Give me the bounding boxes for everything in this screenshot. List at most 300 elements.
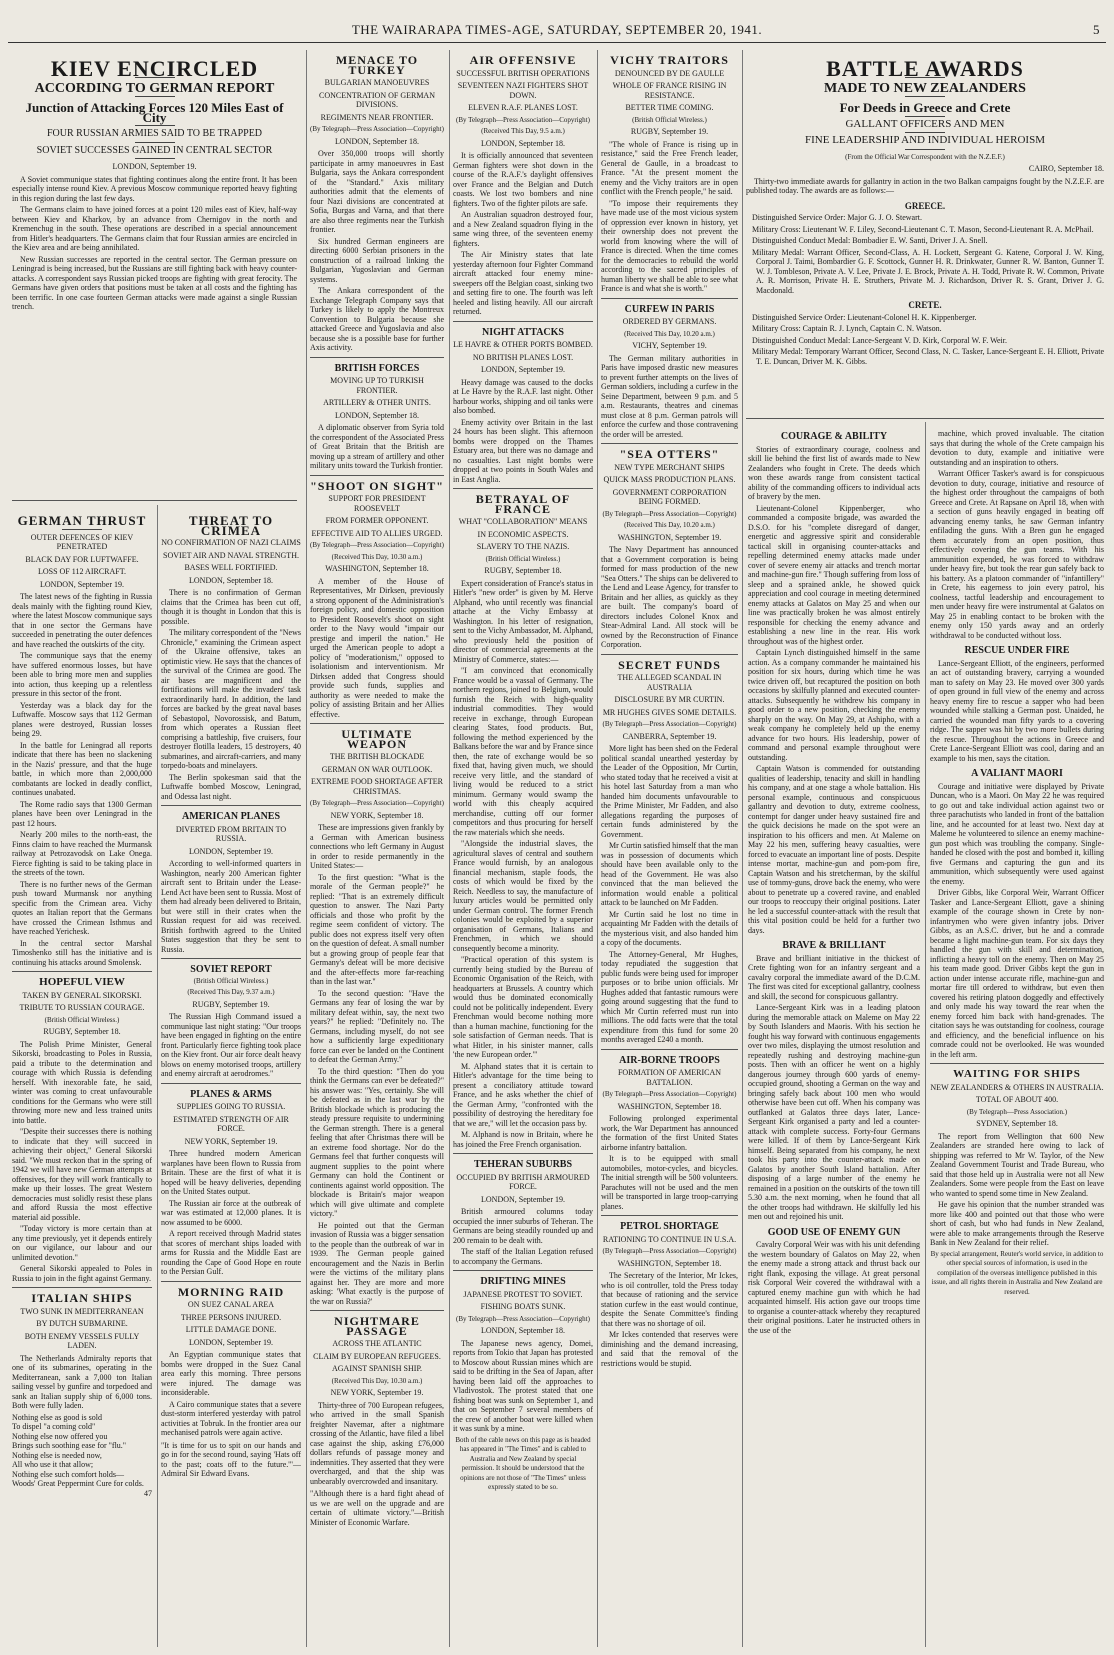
paragraph: The staff of the Italian Legation refused to accompany the Germans.	[453, 1247, 593, 1266]
paragraph: These are impressions given frankly by a German with American business connections who left Germany in August in order to reside permanently in the United States:—	[310, 823, 444, 870]
paragraph: A Soviet communique states that fighting continues along the entire front. It has been especially intense round Kiev. A previous Moscow communique reported heavy fighting in this region during the last few days.	[12, 174, 297, 203]
paragraph: Stories of extraordinary courage, coolness and skill lie behind the first list of awards made to New Zealanders who fought in Crete. The deeds which won these awards range from consistent tactical ability of the commanding officers to individual acts of bravery by the men.	[748, 444, 920, 501]
betrayal-france-source: (British Official Wireless.)	[485, 554, 561, 563]
kiev-body	[12, 175, 297, 312]
valiant-headline: A VALIANT MAORI	[971, 768, 1063, 779]
airborne-source: (By Telegraph—Press Association—Copyright)	[602, 1090, 737, 1098]
betrayal-france-deck2: IN ECONOMIC ASPECTS.	[477, 529, 569, 539]
paragraph: The Netherlands Admiralty reports that one of its submarines, operating in the Mediterranean, sank a 7,000 ton Italian sailing vessel by gunfire and torpedoed and sank an Italian supply ship of 6,000 tons. Both were fully laden.	[12, 1353, 152, 1410]
paragraph: Courage and initiative were displayed by Private Duncan, who is a Maori. On May 22 he was required to go out and take individual action against two or three parachutists who landed in front of the battalion line, and he accounted for at least two. Next day at Maleme he volunteered to silence an enemy machine-gun post which was troubling the company. Single-handed he closed with the post and bombed it, killing five Germans and capturing the gun and its ammunition, which subsequently were used against the enemy.	[930, 781, 1104, 886]
paragraph: The Germans claim to have joined forces at a point 120 miles east of Kiev, half-way between Kiev and Kharkov, by an advance from Chernigov in the north and Kremenchug in the south. These operations are described in a special announcement from Hitler's headquarters. The Germans claim that four Russian armies are encircled in the Kiev area and are being annihilated.	[12, 205, 297, 252]
ultimate-weapon-deck1: THE BRITISH BLOCKADE	[329, 752, 425, 761]
morning-raid-dateline: LONDON, September 19.	[189, 1337, 273, 1347]
hopeful-view-dateline: RUGBY, September 18.	[43, 1027, 121, 1036]
courage-headline: COURAGE & ABILITY	[780, 431, 888, 442]
morning-raid-body	[161, 1350, 301, 1438]
shoot-on-sight-deck3: EFFECTIVE AID TO ALLIES URGED.	[311, 528, 443, 538]
american-planes-dateline: LONDON, September 19.	[189, 846, 273, 856]
battle-awards-deck2: For Deeds in Greece and Crete	[839, 100, 1011, 115]
planes-arms-dateline: NEW YORK, September 19.	[184, 1136, 278, 1146]
british-forces-body	[310, 423, 444, 471]
teheran-body	[453, 1207, 593, 1266]
curfew-article	[601, 305, 738, 440]
paragraph: Heavy damage was caused to the docks at Le Havre by the R.A.F. last night. Other harbour works, shipping and oil tanks were also bombed.	[453, 377, 593, 415]
paragraph: To the first question: "What is the morale of the German people?" he replied: "That is an extremely difficult question to answer. The Nazi Party officials and those who profit by the regime seem confident of victory. The public does not express itself very often on the question of defeat. A small number but a growing group of people fear that Germany's defeat will be more decisive and the after-effects more far-reaching than in the last war."	[310, 872, 444, 986]
ultimate-weapon-source: (By Telegraph—Press Association—Copyright)	[310, 799, 444, 807]
vichy-traitors-headline: VICHY TRAITORS	[610, 53, 729, 67]
british-forces-dateline: LONDON, September 18.	[335, 410, 419, 420]
night-attacks-deck1: LE HAVRE & OTHER PORTS BOMBED.	[453, 340, 593, 349]
paragraph: General Sikorski appealed to Poles in Russia to join in the fight against Germany.	[12, 1264, 152, 1283]
air-offensive-article	[453, 53, 593, 317]
secret-funds-deck2: DISCLOSURE BY MR CURTIN.	[614, 695, 725, 704]
ultimate-weapon-dateline: NEW YORK, September 18.	[330, 810, 424, 820]
waiting-ships-deck2: TOTAL OF ABOUT 400.	[975, 1095, 1059, 1104]
verse-line: Nothing else is needed now,	[12, 1450, 102, 1460]
threat-crimea-article	[161, 513, 301, 801]
american-planes-headline: AMERICAN PLANES	[181, 811, 281, 822]
crete-awards	[746, 313, 1104, 367]
battle-awards-dateline: CAIRO, September 18.	[1028, 164, 1104, 173]
sea-otters-headline: "SEA OTTERS"	[619, 447, 720, 461]
paragraph: The Rome radio says that 1300 German planes have been over Leningrad in the past 12 hours.	[12, 799, 152, 828]
kiev-article	[12, 50, 297, 400]
menace-turkey-dateline: LONDON, September 18.	[335, 136, 419, 146]
paragraph: The Japanese news agency, Domei, reports from Tokio that Japan has protested to Moscow about Russian mines which are said to be drifting in the Sea of Japan, after having been laid off the approaches to Vladivostok. The protest stated that one fishing boat was sunk on September 1, and that on September 7 several members of the crew of another boat were killed when it was sunk by a mine.	[453, 1338, 593, 1433]
kiev-subhead: ACCORDING TO GERMAN REPORT	[34, 80, 275, 96]
award-line: Military Cross: Captain R. J. Lynch, Captain C. N. Watson.	[752, 324, 942, 333]
betrayal-france-body	[453, 579, 593, 1150]
curfew-headline: CURFEW IN PARIS	[624, 303, 715, 315]
menace-turkey-deck3: REGIMENTS NEAR FRONTIER.	[320, 112, 434, 122]
paragraph: The Russian air force at the outbreak of war was estimated at 12,000 planes. It is now assumed to be 6000.	[161, 1198, 301, 1227]
german-thrust-deck3: LOSS OF 112 AIRCRAFT.	[37, 567, 127, 576]
italian-ships-deck3: BOTH ENEMY VESSELS FULLY LADEN.	[24, 1331, 140, 1350]
sea-otters-received: (Received This Day, 10.20 a.m.)	[624, 521, 715, 529]
paragraph: To the second question: "Have the Germans any fear of losing the war by military defeat within, say, the next two years?" he replied: "Definitely no. The Germans, including myself, do not see how a sufficiently large expeditionary force can ever be landed on the Continent to defeat the German Army."	[310, 988, 444, 1064]
petrol-body	[601, 1271, 738, 1368]
secret-funds-deck3: MR HUGHES GIVES SOME DETAILS.	[602, 707, 737, 717]
battle-awards-source: (From the Official War Correspondent with the N.Z.E.F.)	[845, 152, 1005, 161]
verse-line: All who use it that allow;	[12, 1460, 94, 1469]
betrayal-france-deck3: SLAVERY TO THE NAZIS.	[476, 542, 570, 551]
american-planes-body	[161, 859, 301, 954]
teheran-deck1: OCCUPIED BY BRITISH ARMOURED FORCE.	[456, 1172, 590, 1191]
paragraph: New Russian successes are reported in the central sector. The German pressure on Leningrad is being increased, but the Russians are still fighting back with heavy counter-attacks. A correspondent says Russian picked troops are fighting with great ferocity. The Germans have given orders that positions must be taken at all costs and the fighting has been terrific. In one case fourteen German attacks were made against a single Russian trench.	[12, 254, 297, 311]
sea-otters-article	[601, 447, 738, 650]
paragraph: "Practical operation of this system is currently being studied by the Bureau of Economic Organisation of the Reich, with headquarters at Brussels. A country which would thus be dominated economically could not be politically independent. Every Frenchman would become nothing more than a human machine, functioning for the sole satisfaction of German needs. That is what Hitler, in his sinister manner, calls 'the new European order.'"	[453, 955, 593, 1059]
vichy-traitors-deck2: WHOLE OF FRANCE RISING IN RESISTANCE.	[612, 81, 727, 100]
ultimate-weapon-body	[310, 823, 444, 1306]
paragraph: The report from Wellington that 600 New Zealanders are stranded here owing to lack of shipping was referred to Mr W. Taylor, of the New Zealand Government Tourist and Trade Bureau, who said that those held up in Australia were not all New Zealanders. Some were people from the East on leave who wanted to spend some time in New Zealand.	[930, 1131, 1104, 1198]
sea-otters-dateline: WASHINGTON, September 19.	[617, 532, 722, 542]
sea-otters-body	[601, 545, 738, 650]
drifting-mines-article	[453, 1277, 593, 1493]
paragraph: There is no further news of the German push toward Murmansk nor anything specific from the Crimean area. Vichy quotes an Italian report that the Germans have crossed the Crimean Isthmus and have reached Yerichesk.	[12, 879, 152, 936]
petrol-headline: PETROL SHORTAGE	[620, 1221, 719, 1232]
planes-arms-headline: PLANES & ARMS	[190, 1088, 272, 1100]
nightmare-passage-article	[310, 1314, 444, 1527]
drifting-mines-deck2: FISHING BOATS SUNK.	[480, 1302, 566, 1311]
battle-awards-deck3: GALLANT OFFICERS AND MEN	[845, 117, 1005, 130]
hopeful-view-source: (British Official Wireless.)	[44, 1015, 120, 1024]
times-footnote: Both of the cable news on this page as is headed has appeared in "The Times" and is cabled to Australia and New Zealand by special permission. It should be understood that the opinions are not those of "The Times" unless expressly stated to be so.	[455, 1435, 591, 1491]
paragraph: The Air Ministry states that late yesterday afternoon four Fighter Command aircraft attacked four enemy mine-sweepers off the Belgian coast, sinking two and setting fire to one. The fourth was left heeled and listing heavily. All our aircraft returned.	[453, 250, 593, 316]
paragraph: In the battle for Leningrad all reports indicate that there has been no slackening in the Nazis' pressure, and that the huge battle, in which more than 2,000,000 combatants are locked in deadly conflict, continues unabated.	[12, 740, 152, 797]
crete-label: CRETE.	[908, 300, 942, 310]
german-thrust-article	[12, 513, 152, 967]
award-line: Distinguished Service Order: Major G. J. O. Stewart.	[752, 213, 922, 222]
paragraph: He pointed out that the German invasion of Russia was a bigger sensation to the people than the outbreak of war in 1939. The German people gained encouragement and the Nazis in Berlin were the victims of the military plans against her. They are more and more asking: 'What exactly is the purpose of the war on Russia?'	[310, 1220, 444, 1306]
vichy-traitors-body	[601, 140, 738, 294]
paragraph: It is officially announced that seventeen German fighters were shot down in the course of the R.A.F.'s daylight offensives over France and the Belgian and Dutch coasts. We lost two bombers and nine fighters. Two of the fighter pilots are safe.	[453, 151, 593, 208]
kiev-dateline: LONDON, September 19.	[112, 162, 197, 171]
italian-ships-article	[12, 1291, 152, 1498]
italian-ships-headline: ITALIAN SHIPS	[31, 1291, 133, 1305]
paragraph: The Navy Department has announced that a Government corporation is being formed for mass production of the new "Sea Otters." The ships can be delivered to the Lend and Lease Agency, for transfer to Britain and her allies, as quickly as they are built. The company's board of directors includes Colonel Knox and Stear-Admiral Land. All stock will be owned by the Reconstruction of Finance Corporation.	[601, 545, 738, 649]
battle-awards-deck4: FINE LEADERSHIP AND INDIVIDUAL HEROISM	[805, 134, 1045, 146]
award-line: Distinguished Conduct Medal: Bombadier E. W. Santi, Driver J. A. Snell.	[752, 236, 988, 245]
german-thrust-headline: GERMAN THRUST	[17, 513, 147, 528]
soviet-report-article	[161, 965, 301, 1079]
planes-arms-deck1: SUPPLIES GOING TO RUSSIA.	[176, 1102, 286, 1111]
menace-turkey-body	[310, 149, 444, 353]
secret-funds-source: (By Telegraph—Press Association—Copyright)	[602, 720, 737, 728]
verse-number: 47	[144, 1488, 152, 1498]
greece-awards	[746, 213, 1104, 295]
verse-line: Nothing else now offered you	[12, 1431, 108, 1441]
menace-turkey-source: (By Telegraph—Press Association—Copyright)	[310, 125, 444, 133]
hopeful-view-body	[12, 1040, 152, 1284]
paragraph: An Australian squadron destroyed four, and a New Zealand squadron flying in the same wing three, of the seventeen enemy fighters.	[453, 210, 593, 248]
paragraph: A Cairo communique states that a severe dust-storm interfered yesterday with patrol activities at Tobruk. In the frontier area our mechanised patrols were again active.	[161, 1399, 301, 1437]
vichy-traitors-dateline: RUGBY, September 19.	[630, 127, 709, 136]
shoot-on-sight-source: (By Telegraph—Press Association—Copyright)	[310, 541, 444, 549]
betrayal-france-deck1: WHAT "COLLABORATION" MEANS	[458, 517, 588, 526]
soviet-report-source: (British Official Wireless.)	[193, 976, 269, 985]
italian-ships-body	[12, 1354, 152, 1411]
paragraph: "I am convinced that economically France would be a vassal of Germany. The northern regions, joined to Belgium, would furnish the Reich with high-quality industrial commodities. They would receive in exchange, through European clearing States, food products. But, following the method experienced by the Balkans before the war and by France since then, the rate of exchange would be so fixed that, having given much, we should receive very little, and the standard of living would be reduced to a strict minimum. Germany would swamp the world with this cheaply acquired merchandise, cutting off our former competitors and thus procuring for herself the raw materials which she needs.	[453, 666, 593, 837]
drifting-mines-deck1: JAPANESE PROTEST TO SOVIET.	[463, 1289, 583, 1299]
col3	[310, 50, 444, 1647]
paragraph: Captain Lynch distinguished himself in the same action. As a company commander he maintained his position for six hours, during which time he was twice driven off, but recaptured the position on both occasions by skilfully planned and executed counter-attacks. Subsequently he withdrew his company in good order to a new position, checking the enemy sharply on the way. On May 29, at Ashipho, with a weak company he completely held up the enemy advance for two hours. His leadership, power of command and personal example throughout were outstanding.	[748, 648, 920, 762]
betrayal-france-article	[453, 492, 593, 1149]
paragraph: Driver Gibbs, like Corporal Weir, Warrant Officer Tasker and Lance-Sergeant Elliott, gave a shining example of the courage shown in Crete by non-infantrymen who were given infantry jobs. Driver Gibbs, as an A.S.C. driver, but he and a comrade became a light machine-gun team. For six days they handled the gun with skill and determination, inflicting a heavy toll on the enemy. Then on May 25 his team made good. Driver Gibbs kept the gun in action under intense accurate rifle, machine-gun and mortar fire till ordered to withdraw, but even then covered his retiring platoon doggedly and effectively and only made his way toward the rear when the enemy forced him back with hand-grenades. The citation says he was outstanding for coolness, courage and efficiency, and the beneficial influence on his comrade could not be overlooked. He was wounded in the left arm.	[930, 888, 1104, 1059]
petrol-dateline: WASHINGTON, September 18.	[617, 1258, 722, 1268]
nightmare-passage-headline: NIGHTMARE PASSAGE	[334, 1314, 420, 1338]
secret-funds-article	[601, 657, 738, 1045]
battle-awards-intro: Thirty-two immediate awards for gallantry in action in the two Balkan campaigns fought by the N.Z.E.F. are published today. The awards are as follows:—	[746, 176, 1104, 195]
night-attacks-article	[453, 328, 593, 485]
kiev-deck2: FOUR RUSSIAN ARMIES SAID TO BE TRAPPED	[46, 128, 263, 139]
hopeful-view-article	[12, 978, 152, 1283]
air-offensive-received: (Received This Day, 9.5 a.m.)	[481, 127, 565, 135]
valiant-body	[930, 782, 1104, 1060]
masthead	[8, 22, 1106, 43]
planes-arms-article	[161, 1090, 301, 1277]
paragraph: In the central sector Marshal Timoshenko still has the initiative and is continuing his attacks around Smolensk.	[12, 938, 152, 967]
air-offensive-deck2: SEVENTEEN NAZI FIGHTERS SHOT DOWN.	[457, 81, 589, 100]
paragraph: A member of the House of Representatives, Mr Dirksen, previously a strong opponent of the Administration's foreign policy, and domestic opposition to President Roosevelt's shoot on sight order to the Navy would "impair our prestige and imperil the nation." He urged the American people to adopt a policy of "moderationism," opposed to isolationism and interventionism. Mr Dirksen added that Congress should provide such funds, supplies and authority as were needed to make the policy of assisting Britain and her Allies effective.	[310, 576, 444, 719]
british-forces-headline: BRITISH FORCES	[334, 362, 420, 374]
brave-body	[748, 954, 920, 1222]
menace-turkey-article	[310, 53, 444, 353]
night-attacks-deck2: NO BRITISH PLANES LOST.	[472, 352, 574, 362]
paragraph: M. Alphand states that it is certain to Hitler's advantage for the time being to present a conciliatory attitude toward France, and he asks whether the chief of the German Army, "confronted with the possibility of destroying the hereditary foe that we are," will let the occasion pass by.	[453, 1061, 593, 1128]
morning-raid-quote: "It is time for us to spit on our hands and go in for the second round, saying 'Hats off to the past; coats off to the future.'"—Admiral Sir Edward Evans.	[161, 1440, 301, 1478]
airborne-dateline: WASHINGTON, September 18.	[617, 1101, 722, 1111]
courage-article	[748, 432, 920, 935]
threat-crimea-headline: THREAT TO CRIMEA	[188, 513, 274, 538]
italian-ships-deck1: TWO SUNK IN MEDITERRANEAN	[20, 1306, 144, 1316]
paragraph: Thirty-three of 700 European refugees, who arrived in the small Spanish freighter Navemar, after a nightmare crossing of the Atlantic, have filed a libel case against the ship, asking £76,000 dollars refunds of passage money and indemnities. They asserted that they were overcharged, and that the ship was unbearably overcrowded and insanitary.	[310, 1400, 444, 1486]
threat-crimea-deck2: SOVIET AIR AND NAVAL STRENGTH.	[163, 550, 299, 560]
paragraph: "The whole of France is rising up in resistance," said the Free French leader, General de Gaulle, in a broadcast to France. "At the present moment the enemy and the Vichy traitors are in open conflict with the French people," he said.	[601, 139, 738, 196]
paragraph: The Ankara correspondent of the Exchange Telegraph Company says that Turkey is likely to apply the Montreux Convention to Bulgaria because she attacked Greece and Yugoslavia and also because she is a possible base for further Axis activity.	[310, 286, 444, 352]
teheran-article	[453, 1160, 593, 1266]
verse	[12, 1413, 152, 1489]
vichy-traitors-source: (British Official Wireless.)	[632, 115, 707, 124]
paragraph: It is to be equipped with small automobiles, motor-cycles, and bicycles. The initial strength will be 500 volunteers. Parachutes will not be used and the men will be transported in large troop-carrying planes.	[601, 1154, 738, 1211]
petrol-deck1: RATIONING TO CONTINUE IN U.S.A.	[602, 1234, 737, 1244]
menace-turkey-deck2: CONCENTRATION OF GERMAN DIVISIONS.	[318, 90, 435, 109]
paragraph: More light has been shed on the Federal political scandal unearthed yesterday by the Leader of the Opposition, Mr Curtin, who stated today that he received a visit at his hotel last Saturday from a man who handed him documents unfavourable to the Prime Minister, Mr Fadden, and also allegations regarding the purposes of certain funds administered by the Government.	[601, 744, 738, 839]
shoot-on-sight-body	[310, 577, 444, 720]
nightmare-passage-dateline: NEW YORK, September 19.	[330, 1388, 424, 1397]
american-planes-article	[161, 812, 301, 954]
air-offensive-deck3: ELEVEN R.A.F. PLANES LOST.	[468, 103, 578, 112]
paragraph: Lance-Sergeant Elliott, of the engineers, performed an act of outstanding bravery, carrying a wounded man to safety on May 23. He moved over 300 yards of open ground in full view of the enemy and across heavy enemy fire to rescue a sapper who had been wounded while stalking a German post. Unaided, he carried the wounded man fifty yards to a covering ridge. The sapper was hit by two more bullets during the rescue. Throughout the actions in Greece and Crete Lance-Sergeant Elliott was cool, daring and an example to his men, says the citation.	[930, 658, 1104, 763]
paragraph: The communique says that the enemy have suffered enormous losses, but have been able to bring more men and supplies into action, thus keeping up a relentless pressure in this sector of the front.	[12, 651, 152, 698]
night-attacks-headline: NIGHT ATTACKS	[482, 326, 564, 338]
shoot-on-sight-dateline: WASHINGTON, September 18.	[325, 564, 429, 573]
air-offensive-source: (By Telegraph—Press Association—Copyright)	[456, 115, 590, 124]
paragraph: Brave and brilliant initiative in the thickest of Crete fighting won for an infantry sergeant and a cavalry corporal the immediate award of the D.C.M. The first was cited for exceptional gallantry, coolness and skill, the second for conspicuous gallantry.	[748, 953, 920, 1001]
verse-line: Nothing else as good is sold	[12, 1412, 102, 1422]
planes-arms-body	[161, 1149, 301, 1277]
nightmare-passage-deck2: CLAIM BY EUROPEAN REFUGEES.	[313, 1351, 441, 1361]
waiting-ships-article	[930, 1070, 1104, 1297]
battle-awards-article	[746, 50, 1104, 415]
ultimate-weapon-deck3: EXTREME FOOD SHORTAGE AFTER CHRISTMAS.	[311, 777, 443, 796]
british-forces-deck2: ARTILLERY & OTHER UNITS.	[323, 398, 431, 407]
menace-turkey-deck1: BULGARIAN MANOEUVRES	[324, 78, 430, 87]
morning-raid-deck3: LITTLE DAMAGE DONE.	[185, 1325, 277, 1334]
paragraph: Cavalry Corporal Weir was with his unit defending the western boundary of Galatos on May 22, when the enemy made a strong attack and thrust back our right flank, exposing the village. At great personal risk Corporal Weir covered the withdrawal with a captured enemy machine gun with which he had acquainted himself. His action gave our troops time to organise a counter-attack whereby they recaptured their original positions. Later he instructed others in the use of the	[748, 1240, 920, 1335]
ultimate-weapon-headline: ULTIMATE WEAPON	[341, 727, 413, 751]
airborne-deck1: FORMATION OF AMERICAN BATTALION.	[617, 1068, 722, 1087]
battle-awards-deck1: MADE TO NEW ZEALANDERS	[824, 80, 1026, 96]
petrol-source: (By Telegraph—Press Association—Copyright)	[602, 1247, 737, 1255]
curfew-received: (Received This Day, 10.20 a.m.)	[624, 329, 715, 338]
german-thrust-dateline: LONDON, September 19.	[40, 579, 124, 589]
paragraph: Enemy activity over Britain in the last 24 hours has been slight. This afternoon bombs were dropped on the Thames Estuary area, but there was no damage and no casualties. Last night bombs were dropped at two points in South Wales and in East Anglia.	[453, 417, 593, 484]
threat-crimea-body	[161, 588, 301, 801]
curfew-deck1: ORDERED BY GERMANS.	[622, 317, 717, 326]
planes-arms-deck2: ESTIMATED STRENGTH OF AIR FORCE.	[173, 1114, 289, 1133]
award-line: Military Cross: Lieutenant W. F. Liley, Second-Lieutenant C. T. Mason, Second-Lieutenant R. A. McPhail.	[752, 224, 1094, 234]
paragraph: Over 350,000 troops will shortly participate in army manoeuvres in East Bulgaria, says the Ankara correspondent of the "Standard." Axis military authorities admit that the elements of four Nazi divisions are concentrated at Sofia, Burgas and Varna, and that there are also three regiments near the Turkish frontier.	[310, 149, 444, 234]
sea-otters-deck2: QUICK MASS PRODUCTION PLANS.	[603, 475, 736, 484]
paragraph: Mr Curtin said he lost no time in acquainting Mr Fadden with the details of the mysterious visit, and also handed him a copy of the documents.	[601, 909, 738, 947]
menace-turkey-headline: MENACE TO TURKEY	[335, 53, 419, 77]
betrayal-france-dateline: RUGBY, September 18.	[484, 566, 562, 575]
nightmare-passage-body	[310, 1401, 444, 1487]
air-offensive-deck1: SUCCESSFUL BRITISH OPERATIONS	[456, 68, 590, 78]
morning-raid-headline: MORNING RAID	[177, 1284, 285, 1299]
german-thrust-deck2: BLACK DAY FOR LUFTWAFFE.	[25, 554, 139, 564]
paragraph: Captain Watson is commended for outstanding qualities of leadership, tenacity and skill in handling his company, and at one stage a whole battalion. His personal example, continuous and conspicuous gallantry and devotion to duty, extreme coolness, contempt for danger under heavy sustained fire and the quick decisions he made on the spot were an inspiration to his officers and men. At Maleme on May 22 his men, suffering heavy casualties, were forced to evacuate an important line of posts. Despite intense mortar, machine-gun and pom-pom fire, Captain Watson and his stretcherman, by the skilful use of tommy-guns, drove back the enemy, who were about to penetrate up a covered ravine, and enabled our troops to reoccupy their original positions. Later he led a successful counter-attack with the result that this vital position could be held for a further two days.	[748, 764, 920, 935]
paragraph: The Polish Prime Minister, General Sikorski, broadcasting to Poles in Russia, paid a tribute to the determination and courage with which Russia is defending herself. With inexorable fate, he said, winter was coming to creat unfavourable conditions for the Germans who were still throwing more new and less trained units into battle.	[12, 1039, 152, 1125]
rescue-article	[930, 646, 1104, 763]
paragraph: Yesterday was a black day for the Luftwaffe. Moscow says that 112 German planes were destroyed, Russian losses being 29.	[12, 700, 152, 738]
verse-line: Woods' Great Peppermint Cure for colds.	[12, 1479, 144, 1488]
brave-article	[748, 941, 920, 1222]
waiting-ships-dateline: SYDNEY, September 18.	[976, 1119, 1058, 1128]
secret-funds-headline: SECRET FUNDS	[618, 657, 721, 672]
secret-funds-body	[601, 744, 738, 1045]
brave-headline: BRAVE & BRILLIANT	[782, 940, 886, 951]
col2-lower	[161, 510, 301, 1647]
courage-cont-body	[930, 429, 1104, 640]
air-offensive-body	[453, 151, 593, 317]
waiting-ships-deck1: NEW ZEALANDERS & OTHERS IN AUSTRALIA.	[930, 1082, 1104, 1092]
morning-raid-deck2: THREE PERSONS INJURED.	[180, 1312, 282, 1322]
verse-line: Brings such soothing ease for "flu."	[12, 1441, 127, 1450]
soviet-report-body	[161, 1012, 301, 1079]
enemy-gun-article	[748, 1228, 920, 1336]
soviet-report-received: (Received This Day, 9.37 a.m.)	[187, 988, 275, 996]
soviet-report-dateline: RUGBY, September 19.	[192, 999, 270, 1009]
ultimate-weapon-article	[310, 727, 444, 1306]
battle-awards-headline: BATTLE AWARDS	[826, 56, 1024, 81]
drifting-mines-dateline: LONDON, September 18.	[481, 1326, 565, 1335]
paragraph: "Despite their successes there is nothing to indicate that they will succeed in achieving their object," General Sikorski said. "We must reckon that in the spring of 1942 we will have new German attempts at offensives, for they will work frantically to make up their losses. The great Western democracies must solidly resist these plans and afford Russia the most effective material aid possible.	[12, 1127, 152, 1222]
paragraph: Three hundred modern American warplanes have been flown to Russia from Britain. These are the first of what it is hoped will be heavy deliveries, depending on the United States output.	[161, 1149, 301, 1196]
vichy-traitors-deck3: BETTER TIME COMING.	[625, 103, 714, 112]
threat-crimea-dateline: LONDON, September 18.	[189, 575, 273, 585]
nightmare-passage-deck1: ACROSS THE ATLANTIC	[332, 1339, 422, 1348]
paragraph: He gave his opinion that the number stranded was more like 400 and pointed out that those who were short of cash, but who had funds in New Zealand, were able to make arrangements through the Reserve Bank in New Zealand for their relief.	[930, 1200, 1104, 1247]
courage-body	[748, 445, 920, 936]
award-line: Distinguished Conduct Medal: Lance-Sergeant V. D. Kirk, Corporal W. F. Weir.	[752, 335, 1007, 345]
british-forces-article	[310, 364, 444, 471]
greece-label: GREECE.	[904, 200, 946, 211]
hopeful-view-deck2: TRIBUTE TO RUSSIAN COURAGE.	[19, 1003, 145, 1012]
paragraph: An Egyptian communique states that bombs were dropped in the Suez Canal area early this morning. Three persons were injured. The damage was inconsiderable.	[161, 1350, 301, 1397]
sea-otters-source: (By Telegraph—Press Association—Copyright)	[602, 509, 737, 518]
petrol-article	[601, 1222, 738, 1368]
paragraph: "Today victory is more certain than at any time previously, yet it depends entirely on our vigilance, our labour and our unlimited devotion."	[12, 1224, 152, 1262]
paragraph: "To impose their requirements they have made use of the most vicious system of oppression ever known in history, yet their ownership does not prevent the world from knowing where the will of France is directed. When the time comes for the democracies to rebuild the world according to the sacred principles of human liberty we shall be able to see what France is and what she is worth."	[601, 198, 738, 293]
nightmare-passage-received: (Received This Day, 10.30 a.m.)	[331, 1376, 423, 1385]
german-thrust-deck1: OUTER DEFENCES OF KIEV PENETRATED	[30, 532, 134, 551]
col4	[453, 50, 593, 1647]
award-line: Military Medal: Warrant Officer, Second-Class, A. H. Lockett, Sergeant G. Katene, Corporal J. W. King, Corporal J. Taimi, Bombardier G. F. Scottock, Gunner H. R. Drinkwater, Gunner R. W. Banton, Gunner T. W. J. Tombleson, Private A. V. Lee, Private J. E. Brock, Private A. H. Todd, Private R. W. Common, Private A. R. Morrison, Private H. E. Struthers, Private M. J. Richardson, Driver R. S. Grant, Driver J. G. Macdonald.	[752, 247, 1104, 295]
paragraph: To the third question: "Then do you think the Germans can ever be defeated?" his answer was: "Yes, certainly. She will be defeated as in the last war by the British blockade which is producing the steady pressure requisite to undermining the German strength. There is a general feeling that after Christmas there will be an extreme food shortage. Nor do the Germans feel that further conquests will augment supplies to the point where Germany can hold the Continent or continents against world opposition. The blockade is Britain's major weapon which will give ultimate and complete victory."	[310, 1066, 444, 1218]
paragraph: Mr Curtin satisfied himself that the man was in possession of documents which should have been available only to the head of the Government. He was also convinced that the man believed the information would enable a political attack to be launched on Mr Fadden.	[601, 841, 738, 907]
paragraph: The Berlin spokesman said that the Luftwaffe bombed Moscow, Leningrad, and Odessa last night.	[161, 772, 301, 801]
paragraph: Lance-Sergeant Kirk was in a leading platoon during the memorable attack on Maleme on May 22 by South Islanders and Maoris. With his section he fought his way forward with continuous engagements over two miles, displaying the utmost resolution and repeatedly rushing and destroying machine-gun posts. Then with an officer he went on a highly dangerous journey through 600 yards of enemy-occupied ground, shooting a German on the way and bringing safely back about 100 men who would otherwise have been cut off. When his company was outflanked at Galatos three days later, Lance-Sergeant Kirk organised a party and led a counter-attack with complete success. Forty-four Germans were killed. If of them by Lance-Sergeant Kirk himself. Being separated from his company, he next took his party into the counter-attack made on Galatos by another South Island battalion. After disposing of a large number of the enemy he remained in a position on the outskirts of the town till 5.30 a.m. the next morning, when he found that all the other troops had withdrawn. He skilfully led his men out and rejoined his unit.	[748, 1003, 920, 1221]
enemy-gun-body	[748, 1240, 920, 1335]
paragraph: "Alongside the industrial slaves, the agricultural slaves of central and southern France would furnish, by an analogous financial mechanism, staple foods, the costs of which would be fixed by the Reich. Needless to say, the manufacture of luxury articles would be permitted only under German control. The former French colonies would be exploited by a superior organisation of Germans, Italians and Frenchmen, in which we should consequently become a minority.	[453, 839, 593, 953]
threat-crimea-deck1: NO CONFIRMATION OF NAZI CLAIMS	[161, 538, 301, 547]
teheran-dateline: LONDON, September 19.	[481, 1194, 565, 1204]
col5	[601, 50, 738, 1647]
morning-raid-article	[161, 1284, 301, 1479]
paragraph: The military correspondent of the "News Chronicle," examining the Crimean aspect of the Ukraine offensive, takes an optimistic view. He says that the chances of the survival of the Crimea are good. The air bases are magnificent and the fortifications will make the invaders' task extraordinarily hard. In addition, the land forces are backed by the great naval bases of Sebastopol, Novorossisk, and Batum, from which operates a Russian fleet comprising a battleship, five cruisers, four destroyer flotilla leaders, 15 destroyers, 40 submarines, and aircraft-carriers, and many torpedo-boats and minelayers.	[161, 628, 301, 770]
italian-ships-deck2: BY DUTCH SUBMARINE.	[36, 1319, 128, 1328]
vichy-traitors-deck1: DENOUNCED BY DE GAULLE	[614, 68, 725, 78]
shoot-on-sight-headline: "SHOOT ON SIGHT"	[310, 478, 444, 493]
paragraph: Lieutenant-Colonel Kippenberger, who commanded a composite brigade, was awarded the D.S.O. for his "complete disregard of danger, energetic and aggressive spirit and considerable tactical skill in organising counter-attacks and repelling determined enemy attacks made under cover of severe enemy air attacks and trench mortar and machine-gun fire." Though suffering from loss of sleep and a sprained ankle, he showed quick appreciation and cool courage in meeting determined enemy attacks at Galatos on May 25 and when our line was practically broken he was almost entirely responsible for checking the enemy advance and establishing a new line in the rear. His work throughout was of the highest order.	[748, 503, 920, 646]
shoot-on-sight-article	[310, 478, 444, 720]
american-planes-deck1: DIVERTED FROM BRITAIN TO RUSSIA.	[175, 824, 287, 843]
betrayal-france-headline: BETRAYAL OF FRANCE	[475, 492, 571, 516]
nightmare-passage-quote: "Although there is a hard fight ahead of us we are well on the upgrade and are certain of ultimate victory."—British Minister of Economic Warfare.	[310, 1489, 444, 1527]
valiant-article	[930, 769, 1104, 1059]
waiting-ships-source: (By Telegraph—Press Association.)	[966, 1107, 1068, 1116]
award-line: Distinguished Service Order: Lieutenant-Colonel H. K. Kippenberger.	[752, 312, 977, 322]
sea-otters-deck3: GOVERNMENT CORPORATION BEING FORMED.	[612, 487, 727, 506]
vichy-traitors-article	[601, 53, 738, 294]
col7-lower	[930, 426, 1104, 1647]
col1-lower	[12, 510, 152, 1647]
night-attacks-body	[453, 378, 593, 485]
paragraph: Six hundred German engineers are directing 6000 Serbian prisoners in the construction of a railroad linking the Bulgarian, Yugoslavian and German systems.	[310, 236, 444, 284]
ultimate-weapon-deck2: GERMAN ON WAR OUTLOOK.	[321, 764, 433, 774]
paragraph: A diplomatic observer from Syria told the correspondent of the Associated Press of Great Britain that the British are moving up a stream of artillery and other military units toward the Turkish frontier.	[310, 423, 444, 470]
paragraph: Warrant Officer Tasker's award is for conspicuous devotion to duty, courage, initiative and resource of the highest order throughout the campaigns of both Greece and Crete. At Rapsane on April 18, when with a section of guns heavily engaged in beating off advancing enemy tanks, he saw German infantry enfilading the guns. With a Bren gun he engaged them accurately from an open position, thus effectively covering the gun teams. With his ammunition expended, he was forced to withdraw under heavy fire, but took the rear gun safely back to his battery. As a platoon commander of "infantillery" in Crete, his eagerness to join every patrol, his coolness, tactful leadership and encouragement to men under heavy fire were instrumental at Galatos on May 25 in enabling contact to be broken with the enemy only 150 yards away and an orderly withdrawal to be conducted without loss.	[930, 469, 1104, 640]
shoot-on-sight-deck1: SUPPORT FOR PRESIDENT ROOSEVELT	[328, 494, 426, 513]
verse-line: To dispel "a coming cold"	[12, 1422, 96, 1431]
hopeful-view-deck1: TAKEN BY GENERAL SIKORSKI.	[22, 990, 142, 1000]
nightmare-passage-deck3: AGAINST SPANISH SHIP.	[331, 1364, 423, 1373]
kiev-deck3: SOVIET SUCCESSES GAINED IN CENTRAL SECTOR	[36, 144, 273, 156]
paragraph: The German military authorities in Paris have imposed drastic new measures to prevent further attempts on the lives of German soldiers, including a curfew in the Seine Department, between 9 p.m. and 5 a.m. Restaurants, theatres and cinemas must close at 8 p.m. German patrols will enforce the curfew and those contravening the order will be arrested.	[601, 353, 738, 439]
paragraph: Following prolonged experimental work, the War Department has announced the formation of the first United States airborne infantry battalion.	[601, 1114, 738, 1152]
enemy-gun-headline: GOOD USE OF ENEMY GUN	[767, 1226, 901, 1238]
airborne-body	[601, 1114, 738, 1211]
air-offensive-headline: AIR OFFENSIVE	[469, 53, 577, 67]
paragraph: Mr Ickes contended that reserves were diminishing and the demand increasing, and said that the removal of the restrictions would be stupid.	[601, 1330, 738, 1368]
rescue-body	[930, 659, 1104, 764]
shoot-on-sight-deck2: FROM FORMER OPPONENT.	[325, 516, 429, 525]
paragraph: The Attorney-General, Mr Hughes, today repudiated the suggestion that public funds were being used for improper purposes or to bribe union officials. Mr Hughes added that fantastic rumours were going around suggesting that the fund to which Mr Curtin referred must run into millions. The odd facts were that the total expenditure from this fund for some 20 months averaged £240 a month.	[601, 949, 738, 1044]
airborne-headline: AIR-BORNE TROOPS	[619, 1054, 720, 1066]
teheran-headline: TEHERAN SUBURBS	[473, 1159, 573, 1170]
paragraph: British armoured columns today occupied the inner suburbs of Teheran. The Germans are being steadily rounded up and 200 remain to be dealt with.	[453, 1207, 593, 1245]
paragraph: Expert consideration of France's status in Hitler's "new order" is given by M. Herve Alphand, who until recently was financial attache at the Vichy Embassy at Washington. In his letter of resignation, sent to the Vichy Ambassador, M. Alphand, who previously held the position of director of commercial agreements at the Ministry of Commerce, states:—	[453, 578, 593, 664]
verse-line: Nothing else such comfort holds—	[12, 1469, 124, 1479]
paragraph: The Russian High Command issued a communique last night stating: "Our troops have been engaged in fighting on the entire front. Particularly fierce fighting took place on the Kiev front. Our air force dealt heavy blows on enemy motorised troops, artillery and enemy aircraft at aerodromes."	[161, 1012, 301, 1078]
masthead-title: THE WAIRARAPA TIMES-AGE, SATURDAY, SEPTEMBER 20, 1941.	[351, 22, 763, 37]
paragraph: The latest news of the fighting in Russia deals mainly with the fighting round Kiev, where the latest Moscow communique says that in one sector the Germans have succeeded in penetrating the outer defences and have reached the outskirts of the city.	[12, 592, 152, 649]
paragraph: There is no confirmation of German claims that the Crimea has been cut off, though it is thought in London that this is possible.	[161, 588, 301, 626]
waiting-ships-headline: WAITING FOR SHIPS	[953, 1068, 1081, 1080]
rescue-headline: RESCUE UNDER FIRE	[964, 645, 1070, 656]
award-line: Military Medal: Temporary Warrant Officer, Second Class, N. C. Tasker, Lance-Sergeant E. H. Elliott, Private T. E. Duncan, Driver M. K. Gibbs.	[752, 347, 1104, 366]
col6-lower	[748, 426, 920, 1647]
drifting-mines-source: (By Telegraph—Press Association—Copyright)	[456, 1314, 590, 1323]
kiev-headline: KIEV ENCIRCLED	[50, 56, 259, 81]
paragraph: machine, which proved invaluable. The citation says that during the whole of the Crete campaign his devotion to duty, example and initiative were outstanding and an inspiration to others.	[930, 429, 1104, 467]
morning-raid-deck1: ON SUEZ CANAL AREA	[187, 1300, 275, 1309]
german-thrust-body	[12, 592, 152, 967]
drifting-mines-headline: DRIFTING MINES	[480, 1276, 566, 1287]
secret-funds-dateline: CANBERRA, September 19.	[622, 731, 717, 741]
paragraph: The Secretary of the Interior, Mr Ickes, who is oil controller, told the Press today that because of rationing and the service station curfew in the east would continue, despite the Senate Committee's finding that there was no shortage of oil.	[601, 1271, 738, 1328]
